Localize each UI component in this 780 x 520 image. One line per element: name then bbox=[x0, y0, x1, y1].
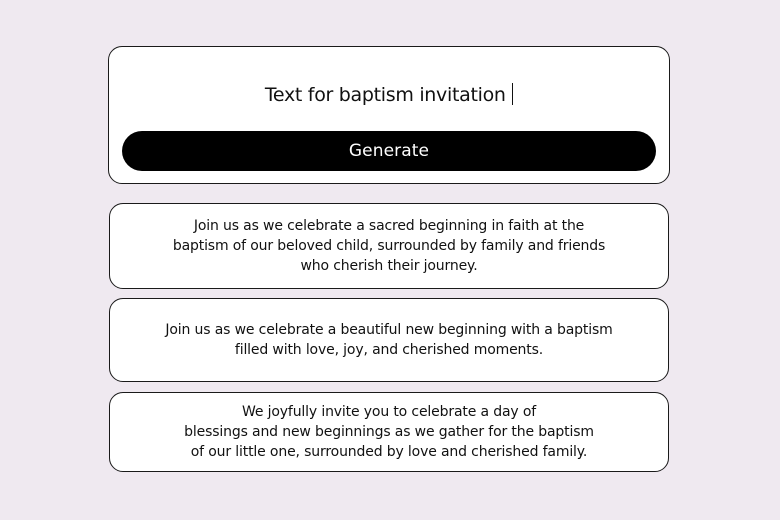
result-text bbox=[173, 216, 605, 276]
result-card-2[interactable] bbox=[109, 298, 669, 382]
result-line: of our little one, surrounded by love and cherished family. bbox=[190, 444, 588, 460]
result-line: filled with love, joy, and cherished moments. bbox=[234, 342, 544, 358]
prompt-card bbox=[108, 46, 670, 184]
result-line: We joyfully invite you to celebrate a day of bbox=[241, 404, 537, 420]
result-line: Join us as we celebrate a beautiful new beginning with a baptism bbox=[165, 322, 613, 338]
result-text bbox=[184, 402, 594, 462]
result-card-3[interactable] bbox=[109, 392, 669, 472]
prompt-input-value: Text for baptism invitation bbox=[264, 84, 506, 106]
prompt-input[interactable] bbox=[109, 77, 669, 113]
result-line: Join us as we celebrate a sacred beginning in faith at the bbox=[193, 218, 585, 234]
text-caret bbox=[512, 83, 514, 105]
result-line: who cherish their journey. bbox=[300, 258, 478, 274]
result-line: baptism of our beloved child, surrounded by family and friends bbox=[172, 238, 606, 254]
result-text bbox=[165, 320, 612, 360]
result-line: blessings and new beginnings as we gather for the baptism bbox=[184, 424, 594, 440]
result-card-1[interactable] bbox=[109, 203, 669, 289]
generate-button[interactable]: Generate bbox=[122, 131, 656, 171]
